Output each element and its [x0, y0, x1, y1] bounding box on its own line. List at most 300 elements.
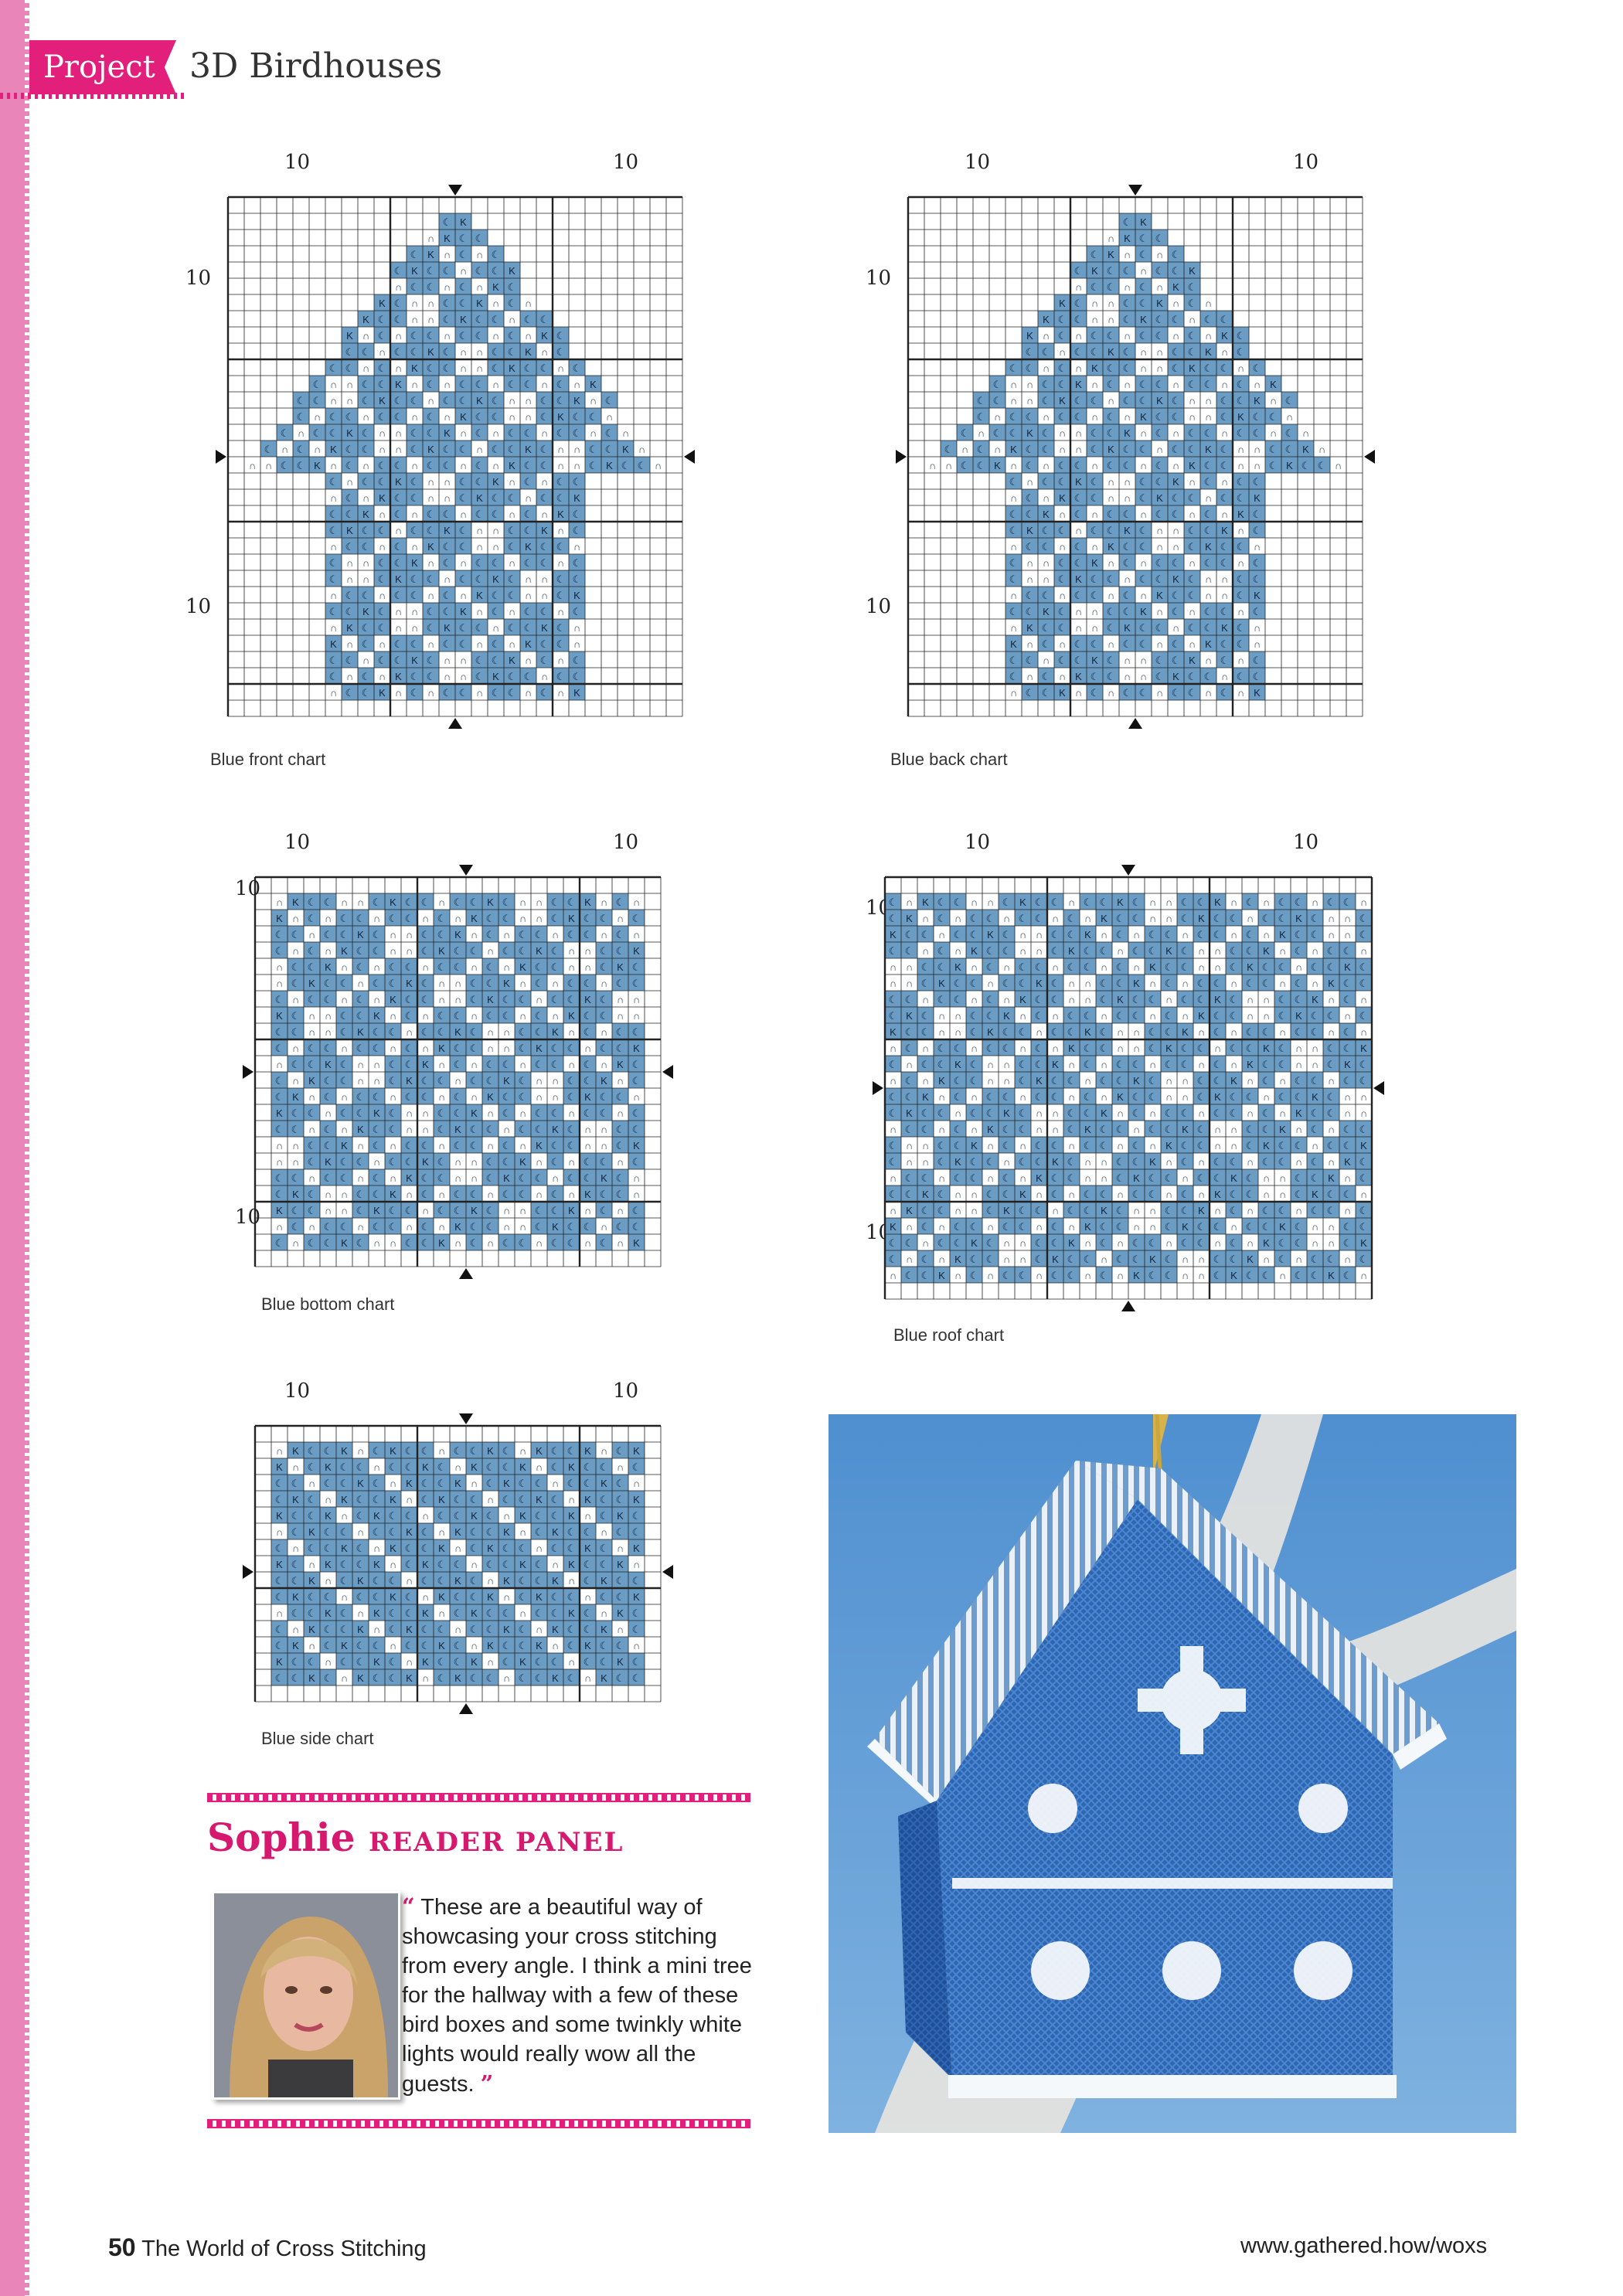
stitch-symbol: ∩	[1318, 443, 1326, 455]
stitch-symbol: ∩	[1165, 1074, 1173, 1087]
stitch-symbol: ☾	[583, 1477, 593, 1489]
stitch-symbol: K	[584, 896, 591, 908]
stitch-symbol: ∩	[405, 928, 413, 941]
stitch-symbol: ☾	[556, 670, 566, 682]
stitch-symbol: ☾	[1106, 264, 1116, 277]
stitch-symbol: K	[325, 1558, 332, 1570]
stitch-symbol: ∩	[1165, 1155, 1173, 1168]
stitch-symbol: ∩	[1100, 928, 1108, 941]
stitch-symbol: ☾	[469, 1042, 479, 1054]
stitch-symbol: K	[395, 573, 402, 585]
stitch-symbol: ☾	[631, 1526, 641, 1538]
stitch-symbol: ☾	[1326, 944, 1336, 957]
stitch-symbol: ∩	[1343, 1009, 1352, 1022]
stitch-symbol: K	[1165, 1042, 1172, 1054]
stitch-symbol: ☾	[1187, 573, 1197, 585]
stitch-symbol: ∩	[524, 394, 532, 406]
stitch-symbol: ☾	[1180, 1107, 1190, 1119]
stitch-symbol: ☾	[992, 378, 1002, 390]
stitch-symbol: ∩	[1035, 1269, 1043, 1281]
stitch-symbol: K	[1149, 1155, 1156, 1168]
stitch-symbol: ∩	[437, 1220, 446, 1233]
stitch-symbol: K	[357, 1026, 364, 1038]
stitch-symbol: ∩	[1197, 1253, 1206, 1265]
stitch-symbol: ☾	[1018, 912, 1028, 924]
stitch-symbol: ☾	[599, 912, 609, 924]
stitch-symbol: ☾	[1252, 475, 1262, 488]
stitch-symbol: ☾	[453, 896, 463, 908]
stitch-symbol: ∩	[616, 1542, 624, 1554]
stitch-symbol: ☾	[388, 1220, 398, 1233]
stitch-symbol: K	[1205, 443, 1212, 455]
stitch-symbol: ∩	[340, 1042, 349, 1054]
stitch-symbol: ☾	[523, 670, 533, 682]
stitch-symbol: ☾	[1252, 573, 1262, 585]
stitch-symbol: ∩	[437, 1444, 446, 1457]
stitch-symbol: ☾	[426, 605, 436, 617]
stitch-symbol: ☾	[485, 977, 495, 989]
stitch-symbol: K	[1133, 1269, 1140, 1281]
stitch-symbol: ☾	[291, 1477, 301, 1489]
stitch-symbol: ∩	[1220, 573, 1229, 585]
stitch-symbol: ∩	[410, 621, 419, 634]
stitch-symbol: ∩	[551, 977, 560, 989]
stitch-symbol: ☾	[518, 993, 528, 1005]
stitch-symbol: ☾	[523, 427, 533, 439]
stitch-symbol: ∩	[475, 638, 484, 650]
stitch-symbol: K	[379, 686, 386, 699]
stitch-symbol: ☾	[904, 1188, 914, 1200]
stitch-symbol: ☾	[1203, 313, 1213, 325]
stitch-symbol: ∩	[394, 362, 403, 374]
stitch-symbol: ☾	[904, 1074, 914, 1087]
stitch-symbol: ☾	[937, 912, 947, 924]
stitch-symbol: ∩	[654, 459, 662, 471]
section-tab: Project	[29, 40, 176, 94]
stitch-symbol: ☾	[1171, 654, 1181, 666]
stitch-symbol: ☾	[583, 1558, 593, 1570]
stitch-symbol: ☾	[345, 492, 355, 504]
stitch-symbol: ☾	[1050, 896, 1060, 908]
stitch-symbol: ☾	[1213, 1253, 1223, 1265]
stitch-symbol: ☾	[485, 1058, 495, 1070]
stitch-symbol: ☾	[1310, 1074, 1320, 1087]
stitch-symbol: ∩	[340, 961, 349, 973]
stitch-symbol: ∩	[1002, 1253, 1011, 1265]
stitch-symbol: ☾	[1131, 1090, 1142, 1103]
stitch-symbol: ☾	[572, 670, 582, 682]
stitch-symbol: K	[1117, 993, 1124, 1005]
stitch-symbol: K	[525, 345, 532, 358]
stitch-symbol: ☾	[361, 589, 371, 601]
stitch-symbol: K	[1117, 896, 1124, 908]
stitch-symbol: ☾	[615, 944, 625, 957]
stitch-symbol: ☾	[1203, 378, 1213, 390]
stitch-symbol: ☾	[920, 1172, 931, 1184]
stitch-symbol: ☾	[437, 1574, 447, 1587]
stitch-symbol: ∩	[308, 1090, 316, 1103]
stitch-symbol: K	[444, 621, 451, 634]
stitch-symbol: ☾	[599, 1590, 609, 1603]
stitch-symbol: ∩	[1107, 492, 1115, 504]
stitch-symbol: ☾	[1067, 961, 1077, 973]
stitch-symbol: ☾	[307, 961, 317, 973]
stitch-symbol: ☾	[976, 443, 986, 455]
stitch-symbol: ☾	[437, 1172, 447, 1184]
stitch-symbol: ☾	[960, 459, 970, 471]
stitch-symbol: ∩	[1327, 928, 1335, 941]
center-arrow-icon	[1364, 450, 1375, 464]
stitch-symbol: K	[1068, 944, 1075, 957]
stitch-symbol: ∩	[1107, 589, 1115, 601]
stitch-symbol: K	[519, 1461, 526, 1473]
stitch-symbol: ∩	[573, 459, 581, 471]
stitch-symbol: ☾	[539, 362, 550, 374]
stitch-symbol: K	[601, 1574, 607, 1587]
stitch-symbol: K	[276, 1461, 283, 1473]
stitch-symbol: ☾	[291, 1220, 301, 1233]
stitch-symbol: ∩	[378, 670, 386, 682]
stitch-symbol: K	[476, 492, 483, 504]
stitch-symbol: K	[922, 896, 929, 908]
stitch-symbol: ∩	[394, 524, 403, 536]
stitch-symbol: ☾	[523, 475, 533, 488]
stitch-symbol: ☾	[888, 1188, 898, 1200]
stitch-symbol: ☾	[888, 912, 898, 924]
stitch-symbol: ☾	[420, 1542, 430, 1554]
stitch-symbol: ∩	[1123, 378, 1131, 390]
stitch-symbol: ☾	[323, 928, 333, 941]
stitch-symbol: ☾	[1041, 540, 1051, 553]
stitch-symbol: ☾	[1229, 1253, 1239, 1265]
stitch-symbol: K	[971, 944, 978, 957]
stitch-symbol: ∩	[1311, 896, 1319, 908]
stitch-symbol: ☾	[1261, 961, 1271, 973]
stitch-symbol: K	[1091, 362, 1098, 374]
stitch-symbol: ☾	[556, 345, 566, 358]
stitch-symbol: ☾	[1090, 345, 1100, 358]
stitch-symbol: ☾	[567, 1542, 577, 1554]
stitch-symbol: ☾	[437, 1155, 447, 1168]
stitch-symbol: ∩	[427, 394, 435, 406]
stitch-symbol: ☾	[1106, 605, 1116, 617]
stitch-symbol: ☾	[1018, 1220, 1028, 1233]
stitch-symbol: ∩	[573, 621, 581, 634]
stitch-symbol: ∩	[1278, 1172, 1287, 1184]
stitch-symbol: ☾	[361, 378, 371, 390]
stitch-symbol: ☾	[1138, 378, 1148, 390]
stitch-symbol: ☾	[1041, 345, 1051, 358]
stitch-symbol: ☾	[550, 912, 560, 924]
stitch-symbol: ∩	[1359, 896, 1368, 908]
stitch-symbol: K	[1133, 977, 1140, 989]
stitch-symbol: ∩	[632, 896, 641, 908]
stitch-symbol: ☾	[1196, 1123, 1206, 1135]
stitch-symbol: ☾	[1187, 281, 1197, 293]
stitch-symbol: ∩	[1188, 508, 1196, 520]
stitch-symbol: K	[438, 1236, 445, 1249]
stitch-symbol: ☾	[1359, 928, 1369, 941]
stitch-symbol: ∩	[616, 1009, 624, 1022]
stitch-symbol: ∩	[1197, 944, 1206, 957]
stitch-symbol: ∩	[1148, 912, 1157, 924]
stitch-symbol: ☾	[1155, 264, 1165, 277]
stitch-symbol: ∩	[421, 1123, 430, 1135]
stitch-symbol: ∩	[1237, 524, 1245, 536]
stitch-symbol: ☾	[491, 605, 501, 617]
stitch-symbol: ∩	[573, 443, 581, 455]
stitch-symbol: ☾	[556, 492, 566, 504]
stitch-symbol: ☾	[361, 621, 371, 634]
stitch-symbol: ☾	[1138, 394, 1148, 406]
stitch-symbol: ∩	[324, 1204, 332, 1216]
stitch-symbol: ☾	[539, 492, 550, 504]
stitch-symbol: ☾	[485, 1155, 495, 1168]
stitch-symbol: ☾	[539, 605, 550, 617]
stitch-symbol: ☾	[323, 1042, 333, 1054]
stitch-symbol: ∩	[954, 1009, 962, 1022]
stitch-symbol: ∩	[632, 1090, 641, 1103]
stitch-symbol: ∩	[1246, 1074, 1254, 1087]
stitch-symbol: ∩	[389, 1172, 397, 1184]
stitch-symbol: ☾	[437, 961, 447, 973]
stitch-symbol: ∩	[454, 1074, 462, 1087]
stitch-symbol: ☾	[1203, 670, 1213, 682]
stitch-symbol: ∩	[1204, 297, 1213, 309]
stitch-symbol: ∩	[600, 977, 608, 989]
stitch-symbol: ☾	[361, 670, 371, 682]
stitch-symbol: ☾	[377, 459, 387, 471]
stitch-symbol: ☾	[404, 1444, 414, 1457]
stitch-symbol: K	[509, 654, 515, 666]
stitch-symbol: ∩	[291, 1542, 300, 1554]
stitch-symbol: ☾	[1148, 1269, 1158, 1281]
stitch-symbol: K	[1360, 1236, 1367, 1249]
stitch-symbol: ∩	[584, 1590, 592, 1603]
stitch-symbol: ☾	[372, 1444, 382, 1457]
stitch-symbol: ∩	[1042, 410, 1050, 423]
stitch-symbol: K	[487, 1090, 494, 1103]
stitch-symbol: ☾	[1122, 686, 1132, 699]
stitch-symbol: ☾	[1278, 1204, 1288, 1216]
stitch-symbol: K	[568, 912, 575, 924]
stitch-symbol: ☾	[377, 362, 387, 374]
stitch-symbol: ☾	[1342, 1123, 1352, 1135]
stitch-symbol: ∩	[519, 1444, 527, 1457]
stitch-symbol: ☾	[437, 1074, 447, 1087]
stitch-symbol: ☾	[1171, 686, 1181, 699]
stitch-symbol: K	[1247, 961, 1254, 973]
stitch-symbol: ☾	[518, 1236, 528, 1249]
stitch-symbol: ☾	[485, 961, 495, 973]
stitch-symbol: ☾	[976, 394, 986, 406]
stitch-symbol: ☾	[307, 1188, 317, 1200]
stitch-symbol: ☾	[485, 1074, 495, 1087]
stitch-symbol: ∩	[275, 1139, 284, 1151]
stitch-symbol: ∩	[427, 475, 435, 488]
stitch-symbol: ∩	[475, 248, 484, 260]
stitch-symbol: ☾	[307, 912, 317, 924]
stitch-symbol: ☾	[920, 1026, 931, 1038]
stitch-symbol: ∩	[567, 1026, 576, 1038]
stitch-symbol: ☾	[1002, 1172, 1012, 1184]
stitch-symbol: ∩	[556, 443, 565, 455]
stitch-symbol: ☾	[539, 443, 550, 455]
stitch-symbol: ☾	[296, 394, 306, 406]
stitch-symbol: ∩	[475, 362, 484, 374]
stitch-symbol: ∩	[443, 410, 451, 423]
stitch-symbol: ☾	[969, 1155, 979, 1168]
stitch-symbol: ☾	[1090, 443, 1100, 455]
stitch-symbol: ☾	[534, 1220, 544, 1233]
stitch-symbol: ∩	[1165, 912, 1173, 924]
stitch-symbol: ☾	[485, 1526, 495, 1538]
stitch-symbol: ∩	[389, 1558, 397, 1570]
stitch-symbol: ∩	[970, 1123, 978, 1135]
stitch-symbol: ☾	[583, 1220, 593, 1233]
stitch-symbol: K	[1026, 329, 1033, 342]
stitch-symbol: ☾	[1187, 297, 1197, 309]
stitch-symbol: ∩	[556, 686, 565, 699]
stitch-symbol: ☾	[1164, 1204, 1174, 1216]
stitch-symbol: ∩	[567, 1493, 576, 1505]
stitch-symbol: ∩	[356, 896, 365, 908]
stitch-symbol: ☾	[615, 896, 625, 908]
stitch-symbol: ☾	[1155, 508, 1165, 520]
stitch-symbol: ☾	[518, 1042, 528, 1054]
stitch-symbol: ☾	[1025, 508, 1035, 520]
stitch-symbol: ∩	[508, 605, 516, 617]
stitch-symbol: ∩	[308, 928, 316, 941]
stitch-symbol: ☾	[1196, 1074, 1206, 1087]
stitch-symbol: ∩	[1327, 1074, 1335, 1087]
stitch-symbol: ☾	[631, 1155, 641, 1168]
stitch-symbol: ☾	[1067, 1204, 1077, 1216]
stitch-symbol: ∩	[616, 1236, 624, 1249]
stitch-symbol: ∩	[1002, 993, 1011, 1005]
stitch-symbol: ∩	[1327, 1123, 1335, 1135]
stitch-symbol: ∩	[1026, 573, 1034, 585]
stitch-symbol: ∩	[1237, 443, 1245, 455]
stitch-symbol: ∩	[405, 1107, 413, 1119]
stitch-symbol: ∩	[993, 410, 1002, 423]
stitch-symbol: ☾	[1034, 993, 1044, 1005]
stitch-symbol: ∩	[1042, 459, 1050, 471]
stitch-symbol: ☾	[1148, 944, 1158, 957]
stitch-symbol: ∩	[1107, 232, 1115, 244]
stitch-symbol: ∩	[1132, 1026, 1141, 1038]
stitch-symbol: ∩	[1295, 1123, 1303, 1135]
stitch-symbol: K	[519, 1558, 526, 1570]
stitch-symbol: ∩	[1132, 1042, 1141, 1054]
stitch-symbol: ☾	[274, 928, 284, 941]
stitch-symbol: ☾	[539, 638, 550, 650]
stitch-symbol: ☾	[1050, 1074, 1060, 1087]
stitch-symbol: K	[1124, 427, 1131, 439]
stitch-symbol: ☾	[1122, 459, 1132, 471]
stitch-symbol: ∩	[378, 508, 386, 520]
stitch-symbol: ☾	[1106, 410, 1116, 423]
stitch-symbol: ∩	[1009, 492, 1018, 504]
stitch-symbol: ☾	[1213, 977, 1223, 989]
stitch-symbol: ☾	[442, 459, 452, 471]
stitch-symbol: ☾	[556, 621, 566, 634]
stitch-symbol: K	[1003, 1107, 1010, 1119]
stitch-symbol: ∩	[427, 492, 435, 504]
stitch-symbol: ☾	[904, 1090, 914, 1103]
stitch-symbol: ☾	[307, 1042, 317, 1054]
stitch-symbol: ☾	[1050, 1090, 1060, 1103]
stitch-symbol: ☾	[1148, 1090, 1158, 1103]
stitch-symbol: ☾	[1131, 912, 1142, 924]
stitch-symbol: ☾	[475, 670, 485, 682]
stitch-symbol: ∩	[373, 1074, 381, 1087]
stitch-symbol: ☾	[1180, 944, 1190, 957]
stitch-symbol: K	[379, 394, 386, 406]
stitch-symbol: ∩	[1311, 1042, 1319, 1054]
stitch-symbol: ∩	[502, 1509, 511, 1522]
stitch-symbol: ∩	[1042, 654, 1050, 666]
stitch-symbol: ☾	[1148, 1188, 1158, 1200]
stitch-symbol: ∩	[1269, 427, 1278, 439]
stitch-symbol: ∩	[308, 1009, 316, 1022]
stitch-symbol: ∩	[508, 508, 516, 520]
stitch-symbol: ☾	[888, 993, 898, 1005]
stitch-symbol: ☾	[937, 1155, 947, 1168]
stitch-symbol: ∩	[540, 670, 549, 682]
stitch-symbol: K	[1108, 443, 1114, 455]
stitch-symbol: ∩	[475, 540, 484, 553]
stitch-symbol: K	[552, 1123, 559, 1135]
stitch-symbol: ☾	[904, 1042, 914, 1054]
stitch-symbol: ☾	[442, 297, 452, 309]
stitch-symbol: ☾	[1115, 1123, 1125, 1135]
stitch-symbol: ∩	[437, 896, 446, 908]
stitch-symbol: ∩	[1002, 1074, 1011, 1087]
tick-left-lower: 10	[235, 1206, 261, 1229]
stitch-symbol: ☾	[1187, 589, 1197, 601]
stitch-symbol: ☾	[339, 1074, 349, 1087]
stitch-symbol: ☾	[888, 1058, 898, 1070]
stitch-symbol: ☾	[1203, 362, 1213, 374]
stitch-symbol: ☾	[356, 1042, 366, 1054]
stitch-symbol: ☾	[1171, 264, 1181, 277]
stitch-symbol: ☾	[1083, 1204, 1093, 1216]
stitch-symbol: ☾	[920, 928, 931, 941]
stitch-symbol: K	[1101, 912, 1108, 924]
stitch-symbol: ☾	[1099, 993, 1109, 1005]
stitch-symbol: ☾	[323, 1139, 333, 1151]
stitch-symbol: ☾	[1090, 248, 1100, 260]
stitch-symbol: ☾	[599, 961, 609, 973]
stitch-symbol: ☾	[631, 1204, 641, 1216]
stitch-symbol: ☾	[1083, 1107, 1093, 1119]
stitch-symbol: ☾	[1342, 1236, 1352, 1249]
stitch-symbol: ∩	[345, 378, 354, 390]
stitch-symbol: ∩	[1035, 1188, 1043, 1200]
stitch-symbol: ☾	[1213, 1269, 1223, 1281]
center-arrow-icon	[459, 1268, 473, 1279]
stitch-symbol: ☾	[556, 475, 566, 488]
stitch-symbol: ∩	[508, 556, 516, 569]
stitch-symbol: ∩	[551, 1558, 560, 1570]
stitch-symbol: ∩	[889, 1172, 897, 1184]
stitch-symbol: K	[1149, 1253, 1156, 1265]
stitch-symbol: ∩	[1116, 1026, 1125, 1038]
stitch-symbol: ☾	[1278, 1090, 1288, 1103]
stitch-symbol: ☾	[539, 654, 550, 666]
stitch-symbol: K	[276, 1009, 283, 1022]
